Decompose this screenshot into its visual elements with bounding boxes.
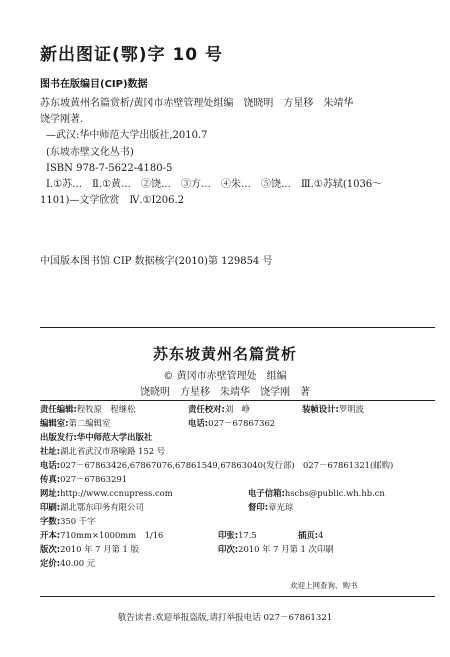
address-label: 社址:	[40, 446, 61, 456]
cip-line-isbn: ISBN 978-7-5622-4180-5	[46, 162, 173, 174]
address-value: 湖北省武汉市珞喻路 152 号	[60, 446, 166, 456]
publisher-label: 出版发行:	[40, 432, 77, 442]
imprint-row	[40, 416, 440, 430]
book-authors-line: 饶晓明 方星移 朱靖华 饶学刚 著	[140, 387, 310, 398]
plates-label: 插页:	[298, 530, 319, 540]
sheets-value: 17.5	[238, 530, 257, 540]
price-label: 定价:	[40, 558, 61, 568]
supervisor-label: 督印:	[248, 502, 269, 512]
cip-line-classification: 1101)—文学欣赏 Ⅳ.①I206.2	[40, 195, 185, 207]
imprint-row	[40, 444, 440, 458]
imprint-row	[40, 514, 440, 528]
imprint-row	[40, 528, 440, 542]
cip-line-author: 饶学刚著.	[40, 114, 84, 126]
divider-bottom	[40, 596, 435, 597]
printing-label: 印次:	[218, 544, 239, 554]
format-label: 开本:	[40, 530, 61, 540]
imprint-block	[40, 402, 440, 570]
online-purchase-note: 欢迎上网查询、购书	[290, 581, 358, 590]
imprint-row	[40, 486, 440, 500]
phones-value: 027－67863426,67867076,67861549,67863040(发行部) 027－67861321(邮购)	[60, 460, 394, 470]
printing-value: 2010 年 7 月第 1 次印刷	[238, 544, 334, 554]
website-label: 网址:	[40, 488, 61, 498]
words-label: 字数:	[40, 516, 61, 526]
publisher-value: 华中师范大学出版社	[76, 432, 153, 442]
printer-value: 湖北鄂东印务有限公司	[60, 502, 144, 512]
design-label: 装帧设计:	[302, 404, 339, 414]
plates-value: 4	[318, 530, 324, 540]
imprint-row	[40, 430, 440, 444]
phone-value: 027－67867362	[208, 418, 276, 428]
price-value: 40.00 元	[60, 558, 96, 568]
website-value: http://www.ccnupress.com	[60, 488, 173, 498]
format-value: 710mm×1000mm 1/16	[60, 530, 164, 540]
imprint-row	[40, 472, 440, 486]
phone-label: 电话:	[188, 418, 209, 428]
edit-dept-value: 第二编辑室	[68, 418, 111, 428]
proof-label: 责任校对:	[188, 404, 225, 414]
words-value: 350 千字	[60, 516, 96, 526]
sheets-label: 印张:	[218, 530, 239, 540]
fax-value: 027－67863291	[60, 474, 128, 484]
edition-label: 版次:	[40, 544, 61, 554]
cip-line-title: 苏东坡黄州名篇赏析/黄冈市赤壁管理处组编 饶晓明 方星移 朱靖华	[40, 98, 354, 109]
proof-value: 刘 峥	[224, 404, 250, 414]
cip-line-publisher: —武汉:华中师范大学出版社,2010.7	[46, 130, 208, 142]
divider-imprint-top	[40, 400, 435, 401]
phones-label: 电话:	[40, 460, 61, 470]
anti-piracy-notice: 敬告读者:欢迎举报盗版,请打举报电话 027－67861321	[117, 613, 333, 623]
imprint-row	[40, 402, 440, 416]
email-label: 电子信箱:	[248, 488, 285, 498]
imprint-row	[40, 458, 440, 472]
edition-value: 2010 年 7 月第 1 版	[60, 544, 139, 554]
email-value: hscbs@public.wh.hb.cn	[284, 488, 385, 498]
printer-label: 印刷:	[40, 502, 61, 512]
imprint-row	[40, 542, 440, 556]
cip-record	[40, 96, 435, 209]
imprint-row	[40, 500, 440, 514]
edit-dept-label: 编辑室:	[40, 418, 69, 428]
cip-line-subjects: Ⅰ.①苏… Ⅱ.①黄… ②饶… ③方… ④朱… ⑤饶… Ⅲ.①苏轼(1036～	[46, 179, 383, 191]
cip-line-series: (东坡赤壁文化丛书)	[46, 146, 134, 158]
supervisor-value: 章光琼	[268, 502, 294, 512]
cip-heading: 图书在版编目(CIP)数据	[40, 79, 148, 90]
divider-top	[40, 327, 435, 328]
publishing-approval-number: 新出图证(鄂)字 10 号	[40, 45, 224, 65]
fax-label: 传真:	[40, 474, 61, 484]
book-editor-line: © 黄冈市赤壁管理处 组编	[163, 371, 287, 382]
cip-data-number: 中国版本图书馆 CIP 数据核字(2010)第 129854 号	[40, 256, 273, 267]
book-title: 苏东坡黄州名篇赏析	[152, 345, 297, 363]
design-value: 罗明波	[338, 404, 364, 414]
editor-value: 程牧原 程继松	[76, 404, 136, 414]
editor-label: 责任编辑:	[40, 404, 77, 414]
imprint-row	[40, 556, 440, 570]
